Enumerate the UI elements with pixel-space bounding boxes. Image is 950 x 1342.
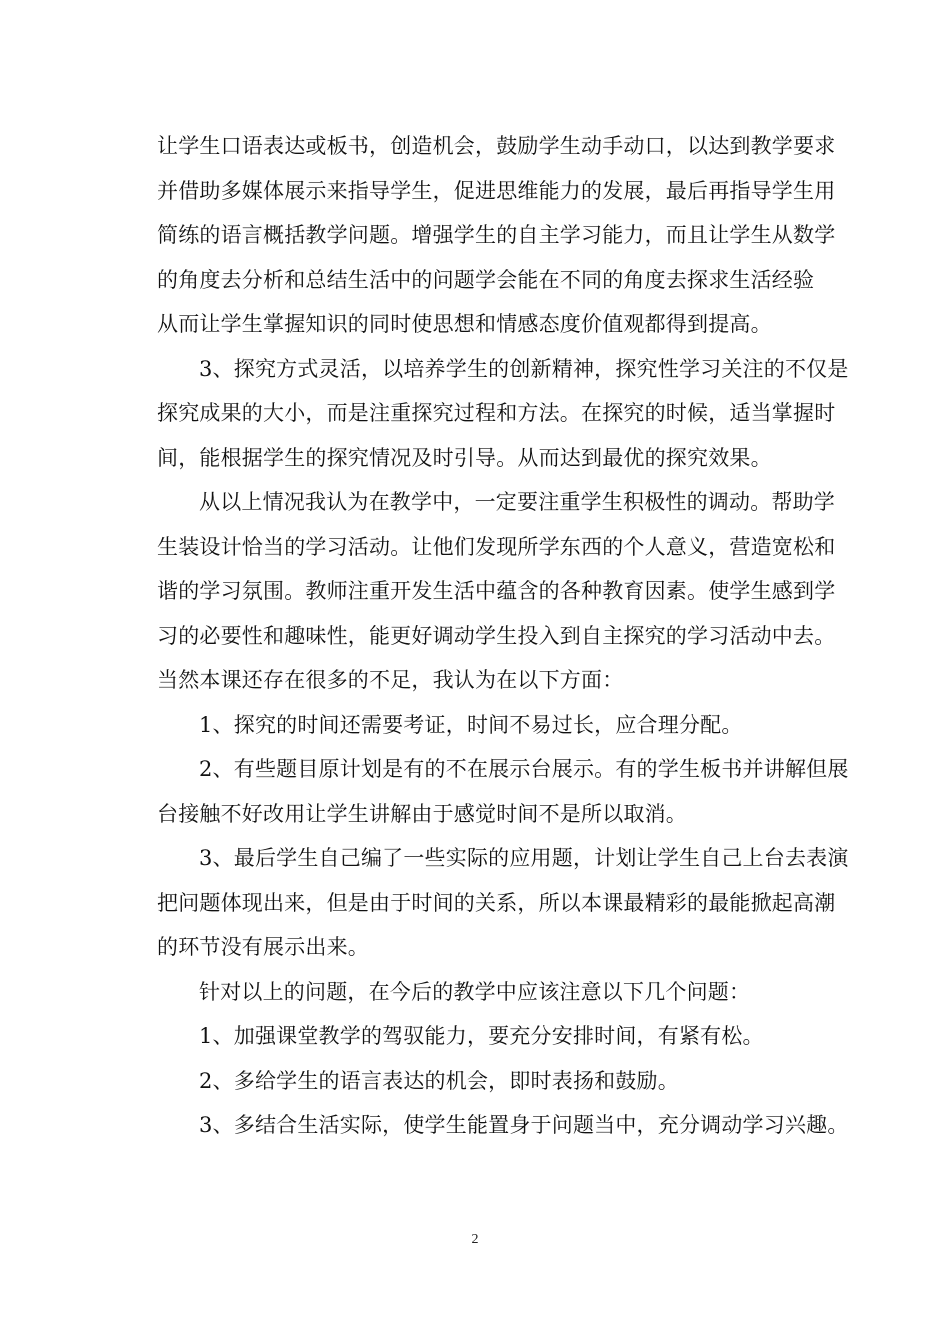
text-line: 简练的语言概括教学问题。增强学生的自主学习能力，而且让学生从数学 <box>157 223 836 247</box>
text-line: 3、最后学生自己编了一些实际的应用题，计划让学生自己上台去表演 <box>199 846 849 870</box>
text-line: 从以上情况我认为在教学中，一定要注重学生积极性的调动。帮助学 <box>199 490 835 514</box>
text-line: 针对以上的问题，在今后的教学中应该注意以下几个问题： <box>199 979 751 1004</box>
text-line: 当然本课还存在很多的不足，我认为在以下方面： <box>157 668 624 692</box>
text-line: 1、探究的时间还需要考证，时间不易过长，应合理分配。 <box>199 712 743 737</box>
text-line: 生装设计恰当的学习活动。让他们发现所学东西的个人意义，营造宽松和 <box>157 534 836 559</box>
text-line: 2、有些题目原计划是有的不在展示台展示。有的学生板书并讲解但展 <box>199 757 849 781</box>
text-line: 把问题体现出来，但是由于时间的关系，所以本课最精彩的最能掀起高潮 <box>157 890 836 915</box>
text-line: 让学生口语表达或板书，创造机会，鼓励学生动手动口，以达到教学要求 <box>157 134 836 158</box>
text-line: 3、探究方式灵活，以培养学生的创新精神，探究性学习关注的不仅是 <box>199 356 849 381</box>
text-line: 从而让学生掌握知识的同时使思想和情感态度价值观都得到提高。 <box>157 312 772 336</box>
text-line: 台接触不好改用让学生讲解由于感觉时间不是所以取消。 <box>157 801 687 826</box>
text-line: 探究成果的大小，而是注重探究过程和方法。在探究的时候，适当掌握时 <box>157 401 836 425</box>
text-line: 3、多结合生活实际，使学生能置身于问题当中，充分调动学习兴趣。 <box>199 1113 849 1137</box>
text-line: 并借助多媒体展示来指导学生，促进思维能力的发展，最后再指导学生用 <box>157 178 836 203</box>
text-line: 习的必要性和趣味性，能更好调动学生投入到自主探究的学习活动中去。 <box>157 623 836 648</box>
text-line: 1、加强课堂教学的驾驭能力，要充分安排时间，有紧有松。 <box>199 1024 764 1048</box>
text-line: 2、多给学生的语言表达的机会，即时表扬和鼓励。 <box>199 1068 679 1093</box>
page-number: 2 <box>471 1232 479 1247</box>
text-line: 的角度去分析和总结生活中的问题学会能在不同的角度去探求生活经验 <box>157 267 815 292</box>
text-line: 间，能根据学生的探究情况及时引导。从而达到最优的探究效果。 <box>157 445 772 470</box>
body-text <box>157 124 857 1148</box>
text-line: 谐的学习氛围。教师注重开发生活中蕴含的各种教育因素。使学生感到学 <box>157 579 836 603</box>
text-line: 的环节没有展示出来。 <box>157 935 369 959</box>
